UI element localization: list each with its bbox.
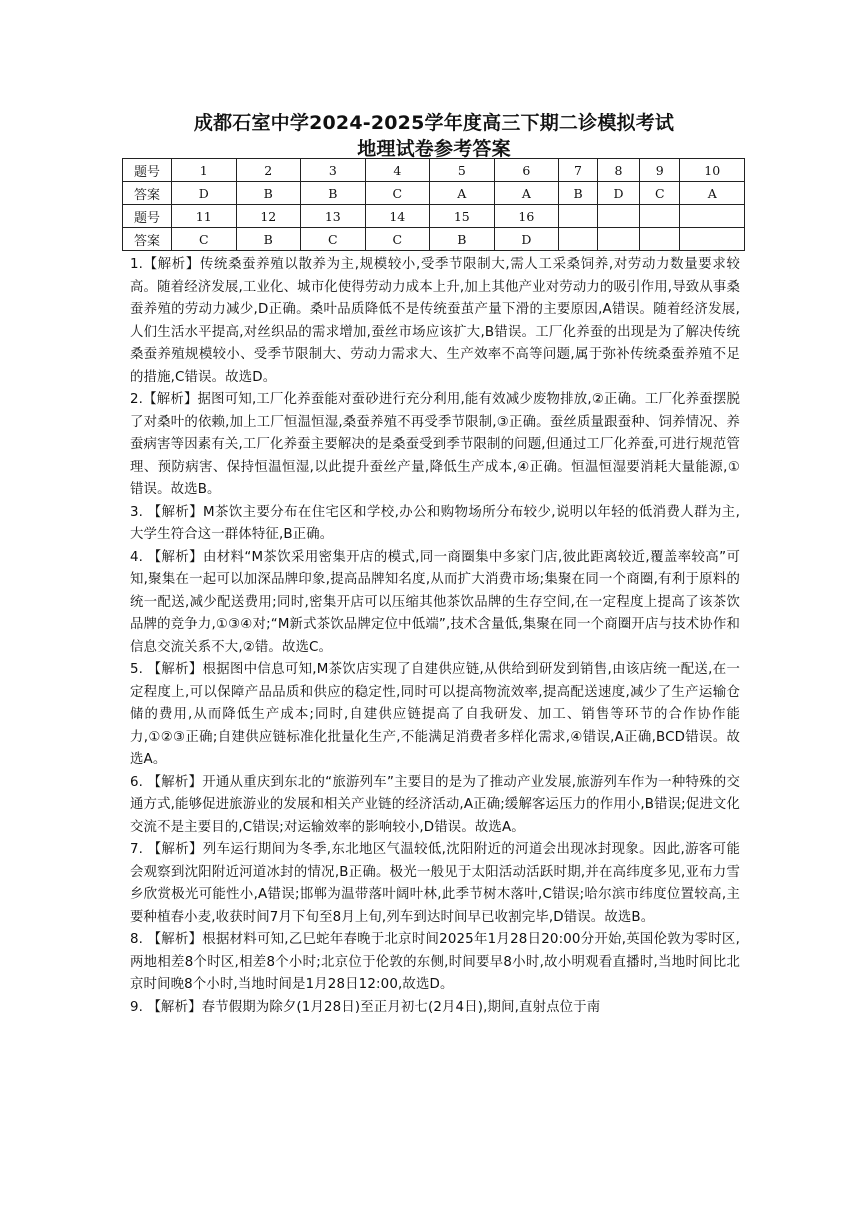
answer-cell: C	[301, 228, 366, 251]
answer-cell	[640, 228, 680, 251]
answer-row	[123, 182, 745, 205]
answer-row-label: 答案	[123, 182, 172, 205]
answer-cell: C	[365, 228, 430, 251]
question-number-cell: 7	[559, 159, 598, 182]
document-subtitle: 地理试卷参考答案	[357, 138, 511, 160]
document-title: 成都石室中学2024-2025学年度高三下期二诊模拟考试	[193, 112, 675, 134]
question-row-label: 题号	[123, 159, 172, 182]
explanation-item: 4. 【解析】由材料“M茶饮采用密集开店的模式,同一商圈集中多家门店,彼此距离较近,覆盖率较高”可知,聚集在一起可以加深品牌印象,提高品牌知名度,从而扩大消费市场;集聚在同一个商圈,有利于原料的统一配送,减少配送费用;同时,密集开店可以压缩其他茶饮品牌的生存空间,在一定程度上提高了该茶饮品牌的竞争力,①③④对;“M新式茶饮品牌定位中低端”,技术含量低,集聚在同一个商圈开店与技术协作和信息交流关系不大,②错。故选C。	[130, 549, 740, 655]
question-number-cell: 16	[494, 205, 559, 228]
question-number-cell	[680, 205, 745, 228]
question-number-cell: 4	[365, 159, 430, 182]
answer-cell: C	[172, 228, 237, 251]
question-number-cell: 12	[236, 205, 301, 228]
answer-cell: A	[494, 182, 559, 205]
answer-cell	[597, 228, 639, 251]
question-number-cell: 6	[494, 159, 559, 182]
answer-cell: D	[172, 182, 237, 205]
explanation-item: 6. 【解析】开通从重庆到东北的“旅游列车”主要目的是为了推动产业发展,旅游列车作为一种特殊的交通方式,能够促进旅游业的发展和相关产业链的经济活动,A正确;缓解客运压力的作用小,B错误;促进文化交流不是主要目的,C错误;对运输效率的影响较小,D错误。故选A。	[130, 774, 740, 835]
answer-cell: C	[365, 182, 430, 205]
question-number-row	[123, 205, 745, 228]
question-number-cell: 8	[597, 159, 639, 182]
answer-cell: D	[597, 182, 639, 205]
explanation-item: 8. 【解析】根据材料可知,乙巳蛇年春晚于北京时间2025年1月28日20:00分开始,英国伦敦为零时区,两地相差8个时区,相差8个小时;北京位于伦敦的东侧,时间要早8小时,故小明观看直播时,当地时间比北京时间晚8个小时,当地时间是1月28日12:00,故选D。	[130, 932, 740, 992]
question-number-cell: 10	[680, 159, 745, 182]
question-number-cell: 5	[430, 159, 495, 182]
answer-cell: B	[236, 228, 301, 251]
explanation-item: 2.【解析】据图可知,工厂化养蚕能对蚕砂进行充分利用,能有效减少废物排放,②正确。工厂化养蚕摆脱了对桑叶的依赖,加上工厂恒温恒湿,桑蚕养殖不再受季节限制,③正确。蚕丝质量跟蚕种、饲养情况、养蚕病害等因素有关,工厂化养蚕主要解决的是桑蚕受到季节限制的问题,但通过工厂化养蚕,可进行规范管理、预防病害、保持恒温恒湿,以此提升蚕丝产量,降低生产成本,④正确。恒温恒湿要消耗大量能源,①错误。故选B。	[130, 392, 740, 497]
answer-cell: B	[301, 182, 366, 205]
question-number-cell	[597, 205, 639, 228]
question-number-cell: 14	[365, 205, 430, 228]
answer-cell	[559, 228, 598, 251]
answer-cell: A	[430, 182, 495, 205]
question-number-cell: 15	[430, 205, 495, 228]
answer-cell	[680, 228, 745, 251]
explanation-item: 3. 【解析】M茶饮主要分布在住宅区和学校,办公和购物场所分布较少,说明以年轻的低消费人群为主,大学生符合这一群体特征,B正确。	[130, 504, 740, 542]
question-number-cell	[640, 205, 680, 228]
question-row-label: 题号	[123, 205, 172, 228]
explanation-item: 5. 【解析】根据图中信息可知,M茶饮店实现了自建供应链,从供给到研发到销售,由该店统一配送,在一定程度上,可以保障产品品质和供应的稳定性,同时可以提高物流效率,提高配送速度,减少了生产运输仓储的费用,从而降低生产成本;同时,自建供应链提高了自我研发、加工、销售等环节的合作协作能力,①②③正确;自建供应链标准化批量化生产,不能满足消费者多样化需求,④错误,A正确,BCD错误。故选A。	[130, 662, 740, 767]
answer-row-label: 答案	[123, 228, 172, 251]
question-number-cell: 3	[301, 159, 366, 182]
answer-row	[123, 228, 745, 251]
question-number-row	[123, 159, 745, 182]
question-number-cell	[559, 205, 598, 228]
answer-cell: B	[430, 228, 495, 251]
answer-cell: C	[640, 182, 680, 205]
question-number-cell: 9	[640, 159, 680, 182]
explanation-item: 1.【解析】传统桑蚕养殖以散养为主,规模较小,受季节限制大,需人工采桑饲养,对劳动力数量要求较高。随着经济发展,工业化、城市化使得劳动力成本上升,加上其他产业对劳动力的吸引作用,导致从事桑蚕养殖的劳动力减少,D正确。桑叶品质降低不是传统蚕茧产量下滑的主要原因,A错误。随着经济发展,人们生活水平提高,对丝织品的需求增加,蚕丝市场应该扩大,B错误。工厂化养蚕的出现是为了解决传统桑蚕养殖规模较小、受季节限制大、劳动力需求大、生产效率不高等问题,属于弥补传统桑蚕养殖不足的措施,C错误。故选D。	[130, 257, 740, 385]
answer-table	[122, 158, 745, 251]
question-number-cell: 13	[301, 205, 366, 228]
question-number-cell: 1	[172, 159, 237, 182]
answer-cell: B	[236, 182, 301, 205]
answer-cell: B	[559, 182, 598, 205]
answer-cell: A	[680, 182, 745, 205]
explanation-item: 9. 【解析】春节假期为除夕(1月28日)至正月初七(2月4日),期间,直射点位于南	[130, 999, 601, 1015]
answer-cell: D	[494, 228, 559, 251]
explanation-item: 7. 【解析】列车运行期间为冬季,东北地区气温较低,沈阳附近的河道会出现冰封现象。因此,游客可能会观察到沈阳附近河道冰封的情况,B正确。极光一般见于太阳活动活跃时期,并在高纬度多见,亚布力雪乡欣赏极光可能性小,A错误;邯郸为温带落叶阔叶林,此季节树木落叶,C错误;哈尔滨市纬度位置较高,主要种植春小麦,收获时间7月下旬至8月上旬,列车到达时间早已收割完毕,D错误。故选B。	[130, 842, 740, 925]
explanations-section	[130, 254, 740, 1019]
question-number-cell: 2	[236, 159, 301, 182]
question-number-cell: 11	[172, 205, 237, 228]
